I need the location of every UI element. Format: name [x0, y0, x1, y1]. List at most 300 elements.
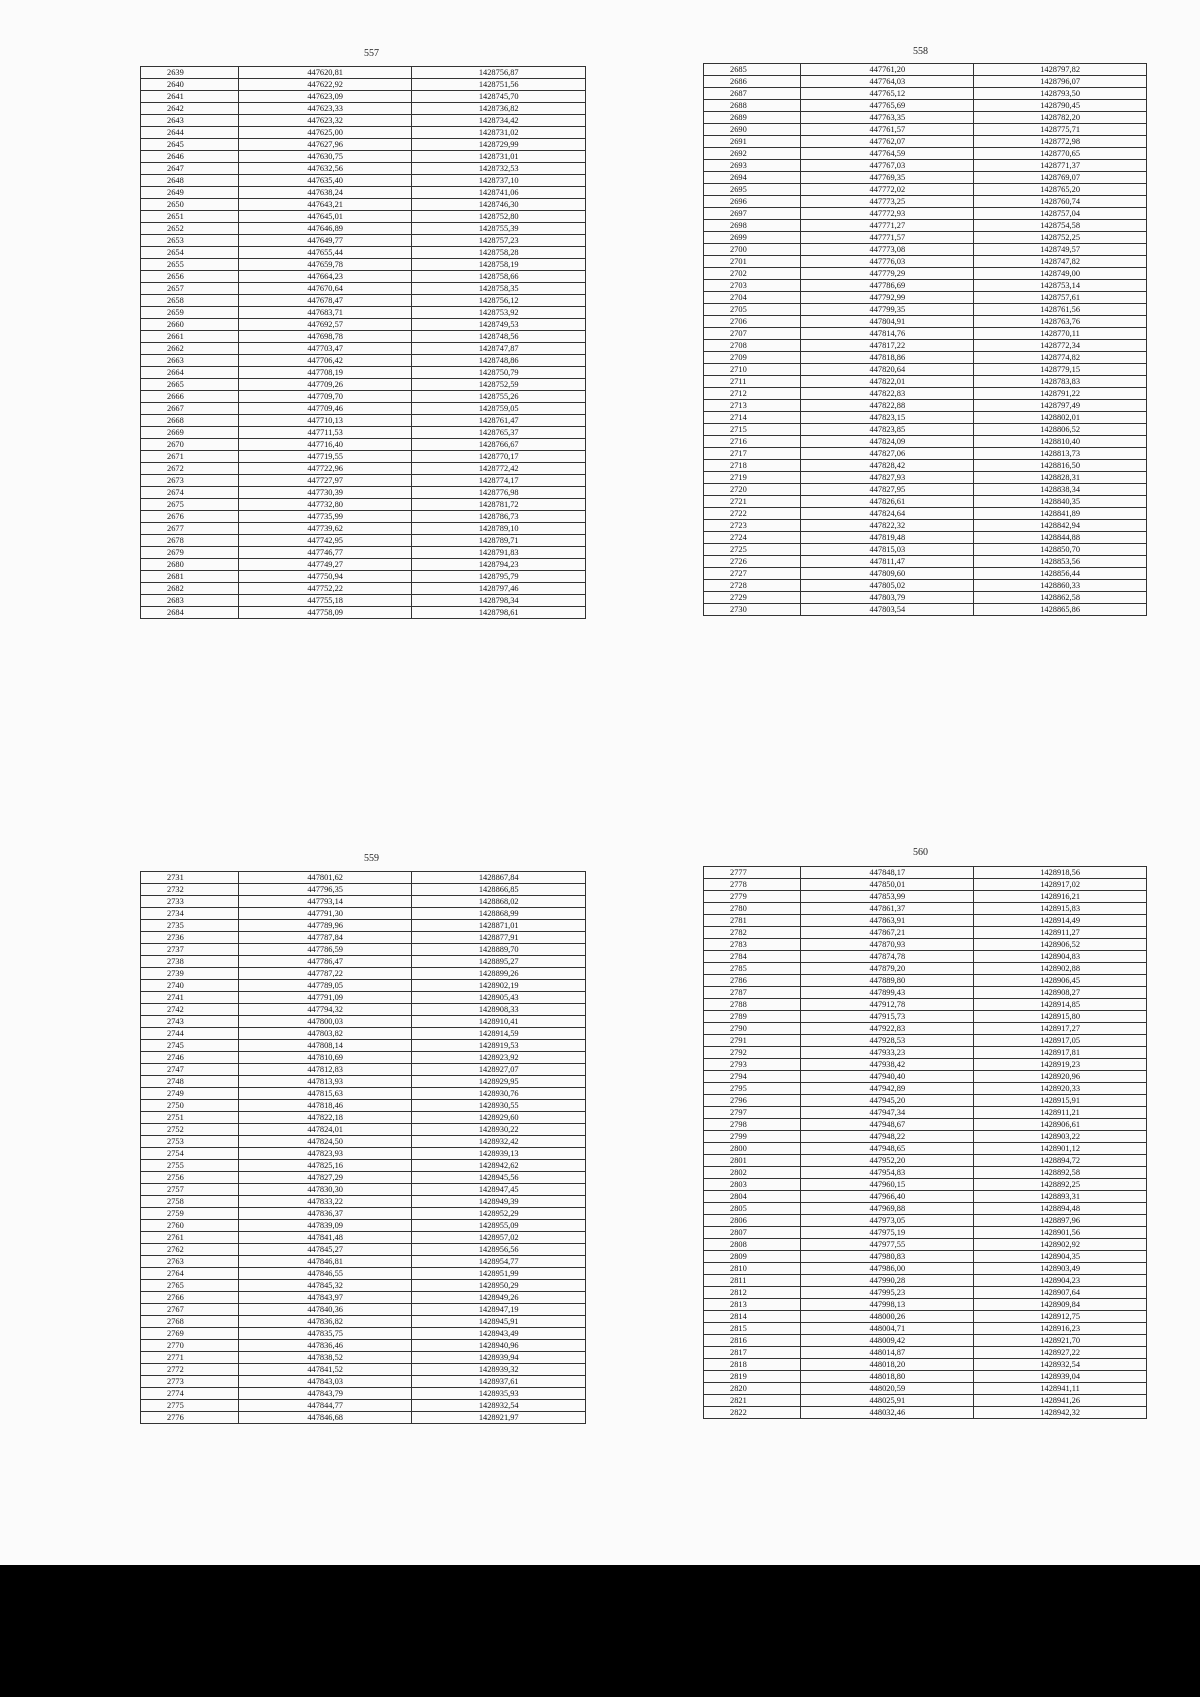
point-number-cell: 2793	[704, 1059, 801, 1071]
point-number-cell: 2754	[141, 1148, 239, 1160]
y-coordinate-cell: 1428757,61	[974, 292, 1147, 304]
x-coordinate-cell: 447645,01	[238, 211, 412, 223]
x-coordinate-cell: 447995,23	[801, 1287, 974, 1299]
x-coordinate-cell: 447912,78	[801, 999, 974, 1011]
point-number-cell: 2815	[704, 1323, 801, 1335]
point-number-cell: 2684	[141, 607, 239, 619]
y-coordinate-cell: 1428915,91	[974, 1095, 1147, 1107]
point-number-cell: 2733	[141, 896, 239, 908]
point-number-cell: 2651	[141, 211, 239, 223]
table-row	[704, 376, 1147, 388]
y-coordinate-cell: 1428914,59	[412, 1028, 586, 1040]
y-coordinate-cell: 1428908,27	[974, 987, 1147, 999]
table-row	[704, 1383, 1147, 1395]
y-coordinate-cell: 1428921,70	[974, 1335, 1147, 1347]
x-coordinate-cell: 447810,69	[238, 1052, 412, 1064]
x-coordinate-cell: 447820,64	[801, 364, 974, 376]
point-number-cell: 2659	[141, 307, 239, 319]
table-row	[704, 448, 1147, 460]
x-coordinate-cell: 447623,33	[238, 103, 412, 115]
y-coordinate-cell: 1428920,96	[974, 1071, 1147, 1083]
table-row	[704, 496, 1147, 508]
y-coordinate-cell: 1428776,98	[412, 487, 586, 499]
table-row	[704, 184, 1147, 196]
point-number-cell: 2791	[704, 1035, 801, 1047]
y-coordinate-cell: 1428765,37	[412, 427, 586, 439]
table-row	[704, 508, 1147, 520]
x-coordinate-cell: 448014,87	[801, 1347, 974, 1359]
point-number-cell: 2804	[704, 1191, 801, 1203]
y-coordinate-cell: 1428929,60	[412, 1112, 586, 1124]
point-number-cell: 2724	[704, 532, 801, 544]
y-coordinate-cell: 1428795,79	[412, 571, 586, 583]
table-row	[704, 1335, 1147, 1347]
x-coordinate-cell: 447863,91	[801, 915, 974, 927]
table-row	[704, 400, 1147, 412]
x-coordinate-cell: 447703,47	[238, 343, 412, 355]
table-row	[704, 1011, 1147, 1023]
table-row	[141, 595, 586, 607]
point-number-cell: 2819	[704, 1371, 801, 1383]
y-coordinate-cell: 1428919,23	[974, 1059, 1147, 1071]
point-number-cell: 2691	[704, 136, 801, 148]
x-coordinate-cell: 447990,28	[801, 1275, 974, 1287]
y-coordinate-cell: 1428850,70	[974, 544, 1147, 556]
table-row	[141, 1376, 586, 1388]
y-coordinate-cell: 1428915,80	[974, 1011, 1147, 1023]
x-coordinate-cell: 447683,71	[238, 307, 412, 319]
x-coordinate-cell: 447719,55	[238, 451, 412, 463]
y-coordinate-cell: 1428929,95	[412, 1076, 586, 1088]
x-coordinate-cell: 447838,52	[238, 1352, 412, 1364]
y-coordinate-cell: 1428918,56	[974, 867, 1147, 879]
point-number-cell: 2662	[141, 343, 239, 355]
point-number-cell: 2739	[141, 968, 239, 980]
x-coordinate-cell: 447732,80	[238, 499, 412, 511]
y-coordinate-cell: 1428766,67	[412, 439, 586, 451]
table-row	[141, 151, 586, 163]
y-coordinate-cell: 1428763,76	[974, 316, 1147, 328]
x-coordinate-cell: 447692,57	[238, 319, 412, 331]
table-row	[704, 1071, 1147, 1083]
x-coordinate-cell: 447638,24	[238, 187, 412, 199]
point-number-cell: 2813	[704, 1299, 801, 1311]
table-row	[704, 1251, 1147, 1263]
x-coordinate-cell: 447791,30	[238, 908, 412, 920]
table-row	[704, 568, 1147, 580]
y-coordinate-cell: 1428904,35	[974, 1251, 1147, 1263]
point-number-cell: 2765	[141, 1280, 239, 1292]
point-number-cell: 2740	[141, 980, 239, 992]
x-coordinate-cell: 447845,32	[238, 1280, 412, 1292]
point-number-cell: 2707	[704, 328, 801, 340]
x-coordinate-cell: 448020,59	[801, 1383, 974, 1395]
table-row	[141, 980, 586, 992]
x-coordinate-cell: 447948,67	[801, 1119, 974, 1131]
point-number-cell: 2735	[141, 920, 239, 932]
point-number-cell: 2722	[704, 508, 801, 520]
x-coordinate-cell: 447977,55	[801, 1239, 974, 1251]
y-coordinate-cell: 1428906,45	[974, 975, 1147, 987]
x-coordinate-cell: 447825,16	[238, 1160, 412, 1172]
table-row	[704, 340, 1147, 352]
table-row	[704, 100, 1147, 112]
table-row	[141, 1208, 586, 1220]
table-row	[704, 76, 1147, 88]
y-coordinate-cell: 1428914,85	[974, 999, 1147, 1011]
y-coordinate-cell: 1428786,73	[412, 511, 586, 523]
x-coordinate-cell: 447787,84	[238, 932, 412, 944]
point-number-cell: 2782	[704, 927, 801, 939]
page-number-560: 560	[913, 847, 928, 858]
table-row	[141, 559, 586, 571]
y-coordinate-cell: 1428838,34	[974, 484, 1147, 496]
y-coordinate-cell: 1428856,44	[974, 568, 1147, 580]
point-number-cell: 2646	[141, 151, 239, 163]
x-coordinate-cell: 447940,40	[801, 1071, 974, 1083]
table-row	[704, 268, 1147, 280]
table-row	[141, 908, 586, 920]
table-row	[141, 1412, 586, 1424]
y-coordinate-cell: 1428757,23	[412, 235, 586, 247]
x-coordinate-cell: 447843,03	[238, 1376, 412, 1388]
point-number-cell: 2751	[141, 1112, 239, 1124]
point-number-cell: 2755	[141, 1160, 239, 1172]
table-row	[704, 1191, 1147, 1203]
y-coordinate-cell: 1428741,06	[412, 187, 586, 199]
table-row	[141, 295, 586, 307]
point-number-cell: 2802	[704, 1167, 801, 1179]
table-row	[141, 451, 586, 463]
y-coordinate-cell: 1428942,32	[974, 1407, 1147, 1419]
x-coordinate-cell: 448000,26	[801, 1311, 974, 1323]
point-number-cell: 2759	[141, 1208, 239, 1220]
point-number-cell: 2805	[704, 1203, 801, 1215]
y-coordinate-cell: 1428894,72	[974, 1155, 1147, 1167]
point-number-cell: 2688	[704, 100, 801, 112]
y-coordinate-cell: 1428737,10	[412, 175, 586, 187]
point-number-cell: 2690	[704, 124, 801, 136]
point-number-cell: 2799	[704, 1131, 801, 1143]
table-row	[704, 1167, 1147, 1179]
x-coordinate-cell: 447800,03	[238, 1016, 412, 1028]
x-coordinate-cell: 447808,14	[238, 1040, 412, 1052]
y-coordinate-cell: 1428774,17	[412, 475, 586, 487]
x-coordinate-cell: 447840,36	[238, 1304, 412, 1316]
table-row	[141, 1028, 586, 1040]
y-coordinate-cell: 1428894,48	[974, 1203, 1147, 1215]
table-row	[141, 535, 586, 547]
x-coordinate-cell: 447789,96	[238, 920, 412, 932]
y-coordinate-cell: 1428862,58	[974, 592, 1147, 604]
y-coordinate-cell: 1428853,56	[974, 556, 1147, 568]
x-coordinate-cell: 447830,30	[238, 1184, 412, 1196]
point-number-cell: 2787	[704, 987, 801, 999]
x-coordinate-cell: 447710,13	[238, 415, 412, 427]
table-row	[141, 1184, 586, 1196]
table-row	[141, 127, 586, 139]
x-coordinate-cell: 447801,62	[238, 872, 412, 884]
y-coordinate-cell: 1428758,66	[412, 271, 586, 283]
table-row	[141, 583, 586, 595]
y-coordinate-cell: 1428916,23	[974, 1323, 1147, 1335]
table-row	[704, 424, 1147, 436]
y-coordinate-cell: 1428950,29	[412, 1280, 586, 1292]
table-row	[704, 987, 1147, 999]
point-number-cell: 2744	[141, 1028, 239, 1040]
x-coordinate-cell: 447870,93	[801, 939, 974, 951]
x-coordinate-cell: 447915,73	[801, 1011, 974, 1023]
y-coordinate-cell: 1428943,49	[412, 1328, 586, 1340]
point-number-cell: 2696	[704, 196, 801, 208]
x-coordinate-cell: 447843,79	[238, 1388, 412, 1400]
x-coordinate-cell: 447739,62	[238, 523, 412, 535]
point-number-cell: 2730	[704, 604, 801, 616]
x-coordinate-cell: 447646,89	[238, 223, 412, 235]
page-number-557: 557	[364, 48, 379, 59]
point-number-cell: 2671	[141, 451, 239, 463]
x-coordinate-cell: 447986,00	[801, 1263, 974, 1275]
x-coordinate-cell: 447814,76	[801, 328, 974, 340]
table-row	[704, 136, 1147, 148]
x-coordinate-cell: 447879,20	[801, 963, 974, 975]
x-coordinate-cell: 447623,09	[238, 91, 412, 103]
point-number-cell: 2663	[141, 355, 239, 367]
x-coordinate-cell: 447792,99	[801, 292, 974, 304]
coordinate-table-558	[703, 63, 1147, 616]
y-coordinate-cell: 1428951,99	[412, 1268, 586, 1280]
y-coordinate-cell: 1428752,25	[974, 232, 1147, 244]
y-coordinate-cell: 1428930,76	[412, 1088, 586, 1100]
point-number-cell: 2757	[141, 1184, 239, 1196]
x-coordinate-cell: 447845,27	[238, 1244, 412, 1256]
point-number-cell: 2719	[704, 472, 801, 484]
point-number-cell: 2809	[704, 1251, 801, 1263]
table-row	[704, 520, 1147, 532]
table-row	[141, 1304, 586, 1316]
table-row	[141, 1232, 586, 1244]
point-number-cell: 2785	[704, 963, 801, 975]
point-number-cell: 2810	[704, 1263, 801, 1275]
table-row	[704, 112, 1147, 124]
y-coordinate-cell: 1428751,56	[412, 79, 586, 91]
table-row	[141, 499, 586, 511]
point-number-cell: 2661	[141, 331, 239, 343]
x-coordinate-cell: 447824,01	[238, 1124, 412, 1136]
table-row	[141, 199, 586, 211]
table-row	[704, 1131, 1147, 1143]
x-coordinate-cell: 447889,80	[801, 975, 974, 987]
y-coordinate-cell: 1428770,17	[412, 451, 586, 463]
x-coordinate-cell: 447746,77	[238, 547, 412, 559]
table-row	[141, 259, 586, 271]
point-number-cell: 2697	[704, 208, 801, 220]
y-coordinate-cell: 1428860,33	[974, 580, 1147, 592]
x-coordinate-cell: 447791,09	[238, 992, 412, 1004]
y-coordinate-cell: 1428755,26	[412, 391, 586, 403]
table-row	[141, 1364, 586, 1376]
table-row	[704, 963, 1147, 975]
x-coordinate-cell: 447980,83	[801, 1251, 974, 1263]
point-number-cell: 2774	[141, 1388, 239, 1400]
point-number-cell: 2650	[141, 199, 239, 211]
table-row	[141, 415, 586, 427]
point-number-cell: 2790	[704, 1023, 801, 1035]
x-coordinate-cell: 447786,59	[238, 944, 412, 956]
point-number-cell: 2737	[141, 944, 239, 956]
x-coordinate-cell: 447836,46	[238, 1340, 412, 1352]
point-number-cell: 2644	[141, 127, 239, 139]
point-number-cell: 2692	[704, 148, 801, 160]
y-coordinate-cell: 1428895,27	[412, 956, 586, 968]
x-coordinate-cell: 447942,89	[801, 1083, 974, 1095]
x-coordinate-cell: 447813,93	[238, 1076, 412, 1088]
table-row	[141, 1316, 586, 1328]
point-number-cell: 2766	[141, 1292, 239, 1304]
table-row	[141, 115, 586, 127]
point-number-cell: 2643	[141, 115, 239, 127]
x-coordinate-cell: 447998,13	[801, 1299, 974, 1311]
y-coordinate-cell: 1428783,83	[974, 376, 1147, 388]
x-coordinate-cell: 447867,21	[801, 927, 974, 939]
x-coordinate-cell: 447722,96	[238, 463, 412, 475]
point-number-cell: 2778	[704, 879, 801, 891]
point-number-cell: 2656	[141, 271, 239, 283]
table-row	[141, 271, 586, 283]
point-number-cell: 2777	[704, 867, 801, 879]
table-row	[141, 523, 586, 535]
y-coordinate-cell: 1428905,43	[412, 992, 586, 1004]
y-coordinate-cell: 1428732,53	[412, 163, 586, 175]
table-row	[704, 1407, 1147, 1419]
y-coordinate-cell: 1428771,37	[974, 160, 1147, 172]
y-coordinate-cell: 1428755,39	[412, 223, 586, 235]
point-number-cell: 2771	[141, 1352, 239, 1364]
x-coordinate-cell: 447627,96	[238, 139, 412, 151]
x-coordinate-cell: 447827,95	[801, 484, 974, 496]
x-coordinate-cell: 447812,83	[238, 1064, 412, 1076]
y-coordinate-cell: 1428747,87	[412, 343, 586, 355]
table-row	[141, 139, 586, 151]
y-coordinate-cell: 1428802,01	[974, 412, 1147, 424]
x-coordinate-cell: 447772,02	[801, 184, 974, 196]
y-coordinate-cell: 1428865,86	[974, 604, 1147, 616]
y-coordinate-cell: 1428949,39	[412, 1196, 586, 1208]
y-coordinate-cell: 1428877,91	[412, 932, 586, 944]
y-coordinate-cell: 1428945,91	[412, 1316, 586, 1328]
table-row	[704, 1203, 1147, 1215]
y-coordinate-cell: 1428772,34	[974, 340, 1147, 352]
x-coordinate-cell: 447846,55	[238, 1268, 412, 1280]
point-number-cell: 2720	[704, 484, 801, 496]
y-coordinate-cell: 1428749,00	[974, 268, 1147, 280]
x-coordinate-cell: 447772,93	[801, 208, 974, 220]
y-coordinate-cell: 1428791,83	[412, 547, 586, 559]
table-row	[141, 211, 586, 223]
point-number-cell: 2668	[141, 415, 239, 427]
x-coordinate-cell: 447818,46	[238, 1100, 412, 1112]
table-row	[141, 403, 586, 415]
point-number-cell: 2753	[141, 1136, 239, 1148]
table-row	[141, 391, 586, 403]
x-coordinate-cell: 447815,63	[238, 1088, 412, 1100]
y-coordinate-cell: 1428932,54	[412, 1400, 586, 1412]
point-number-cell: 2674	[141, 487, 239, 499]
point-number-cell: 2779	[704, 891, 801, 903]
point-number-cell: 2796	[704, 1095, 801, 1107]
table-row	[141, 932, 586, 944]
table-row	[141, 1052, 586, 1064]
x-coordinate-cell: 447815,03	[801, 544, 974, 556]
y-coordinate-cell: 1428871,01	[412, 920, 586, 932]
x-coordinate-cell: 447776,03	[801, 256, 974, 268]
table-row	[704, 484, 1147, 496]
x-coordinate-cell: 447945,20	[801, 1095, 974, 1107]
table-row	[704, 412, 1147, 424]
point-number-cell: 2670	[141, 439, 239, 451]
point-number-cell: 2652	[141, 223, 239, 235]
point-number-cell: 2811	[704, 1275, 801, 1287]
y-coordinate-cell: 1428903,22	[974, 1131, 1147, 1143]
x-coordinate-cell: 447765,69	[801, 100, 974, 112]
y-coordinate-cell: 1428754,58	[974, 220, 1147, 232]
table-row	[704, 975, 1147, 987]
x-coordinate-cell: 447670,64	[238, 283, 412, 295]
x-coordinate-cell: 448018,80	[801, 1371, 974, 1383]
point-number-cell: 2672	[141, 463, 239, 475]
table-row	[141, 1268, 586, 1280]
table-row	[704, 304, 1147, 316]
point-number-cell: 2648	[141, 175, 239, 187]
point-number-cell: 2713	[704, 400, 801, 412]
y-coordinate-cell: 1428906,52	[974, 939, 1147, 951]
y-coordinate-cell: 1428789,10	[412, 523, 586, 535]
x-coordinate-cell: 447773,25	[801, 196, 974, 208]
y-coordinate-cell: 1428731,01	[412, 151, 586, 163]
point-number-cell: 2767	[141, 1304, 239, 1316]
y-coordinate-cell: 1428753,14	[974, 280, 1147, 292]
table-row	[141, 1160, 586, 1172]
x-coordinate-cell: 447850,01	[801, 879, 974, 891]
point-number-cell: 2745	[141, 1040, 239, 1052]
point-number-cell: 2817	[704, 1347, 801, 1359]
table-row	[704, 1239, 1147, 1251]
y-coordinate-cell: 1428912,75	[974, 1311, 1147, 1323]
table-row	[141, 1112, 586, 1124]
y-coordinate-cell: 1428942,62	[412, 1160, 586, 1172]
table-row	[141, 992, 586, 1004]
point-number-cell: 2742	[141, 1004, 239, 1016]
x-coordinate-cell: 447765,12	[801, 88, 974, 100]
y-coordinate-cell: 1428910,41	[412, 1016, 586, 1028]
point-number-cell: 2729	[704, 592, 801, 604]
x-coordinate-cell: 447630,75	[238, 151, 412, 163]
point-number-cell: 2764	[141, 1268, 239, 1280]
table-row	[704, 1059, 1147, 1071]
table-row	[704, 1227, 1147, 1239]
point-number-cell: 2786	[704, 975, 801, 987]
table-row	[141, 607, 586, 619]
x-coordinate-cell: 447833,22	[238, 1196, 412, 1208]
point-number-cell: 2660	[141, 319, 239, 331]
point-number-cell: 2807	[704, 1227, 801, 1239]
table-row	[704, 472, 1147, 484]
point-number-cell: 2705	[704, 304, 801, 316]
table-row	[141, 1124, 586, 1136]
y-coordinate-cell: 1428868,02	[412, 896, 586, 908]
y-coordinate-cell: 1428761,56	[974, 304, 1147, 316]
x-coordinate-cell: 447789,05	[238, 980, 412, 992]
